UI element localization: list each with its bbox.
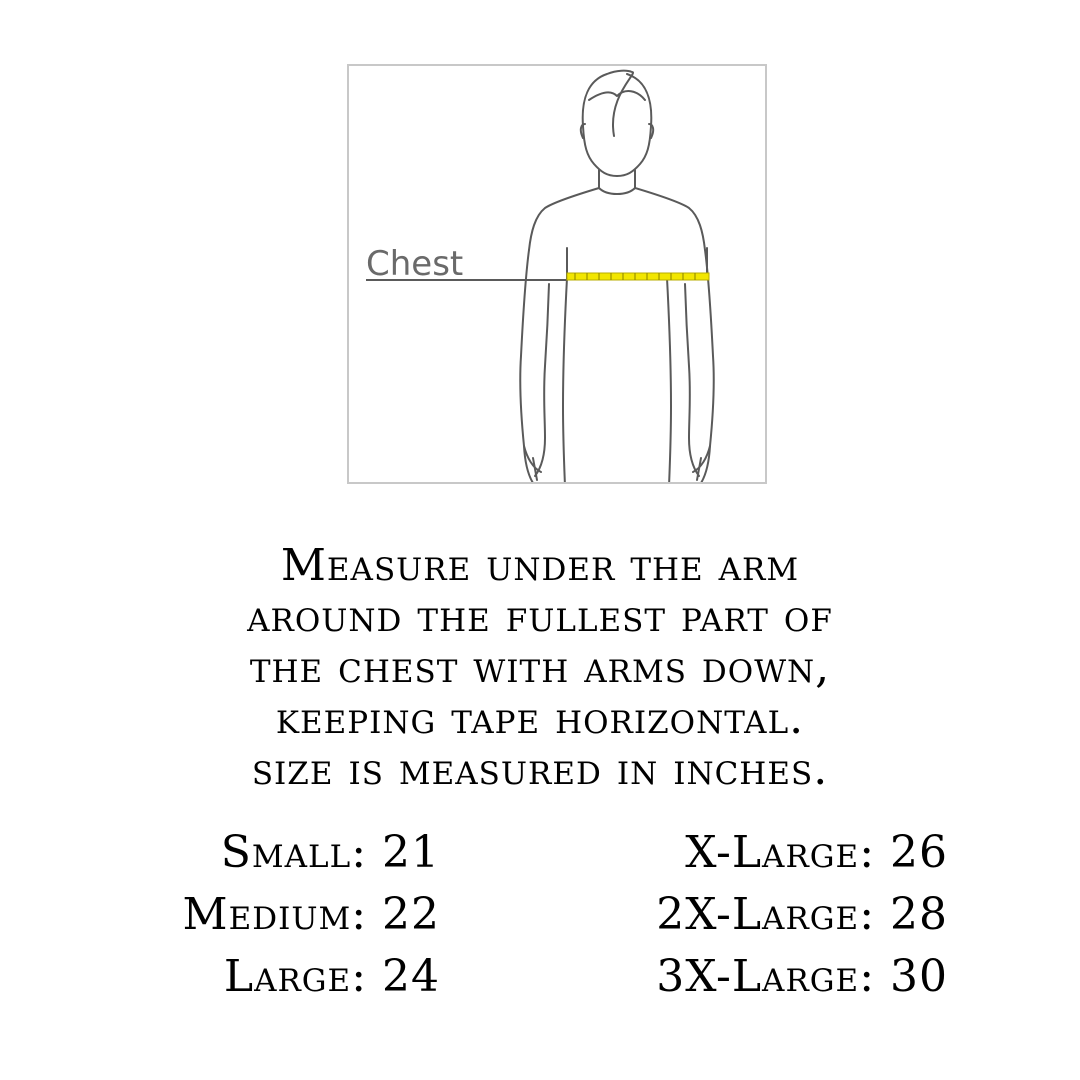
size-label: Small bbox=[220, 827, 352, 878]
size-row-large: Large: 24 bbox=[223, 951, 440, 1002]
instruction-line: size is measured in inches. bbox=[251, 744, 829, 795]
size-row-small: Small: 21 bbox=[220, 827, 440, 878]
size-value: 24 bbox=[382, 951, 440, 1002]
size-label: Medium bbox=[182, 889, 352, 940]
size-row-medium: Medium: 22 bbox=[182, 889, 440, 940]
size-value: 26 bbox=[890, 827, 948, 878]
chest-label: Chest bbox=[366, 244, 464, 284]
instruction-line: keeping tape horizontal. bbox=[275, 693, 805, 744]
size-list-right bbox=[560, 822, 948, 1008]
size-row-2x-large: 2X-Large: 28 bbox=[656, 889, 948, 940]
size-value: 22 bbox=[382, 889, 440, 940]
size-value: 30 bbox=[890, 951, 948, 1002]
instruction-line: the chest with arms down, bbox=[249, 642, 831, 693]
size-label: Large bbox=[223, 951, 352, 1002]
size-value: 28 bbox=[890, 889, 948, 940]
measurement-instructions bbox=[90, 540, 990, 795]
instruction-line: around the fullest part of bbox=[247, 591, 833, 642]
size-label: 3X-Large bbox=[656, 951, 860, 1002]
measuring-tape bbox=[567, 273, 709, 280]
size-value: 21 bbox=[382, 827, 440, 878]
size-row-3x-large: 3X-Large: 30 bbox=[656, 951, 948, 1002]
size-row-x-large: X-Large: 26 bbox=[685, 827, 948, 878]
instruction-line: Measure under the arm bbox=[280, 540, 800, 591]
size-label: X-Large bbox=[685, 827, 860, 878]
measurement-diagram bbox=[347, 64, 767, 484]
size-label: 2X-Large bbox=[656, 889, 860, 940]
size-list-left bbox=[140, 822, 440, 1008]
